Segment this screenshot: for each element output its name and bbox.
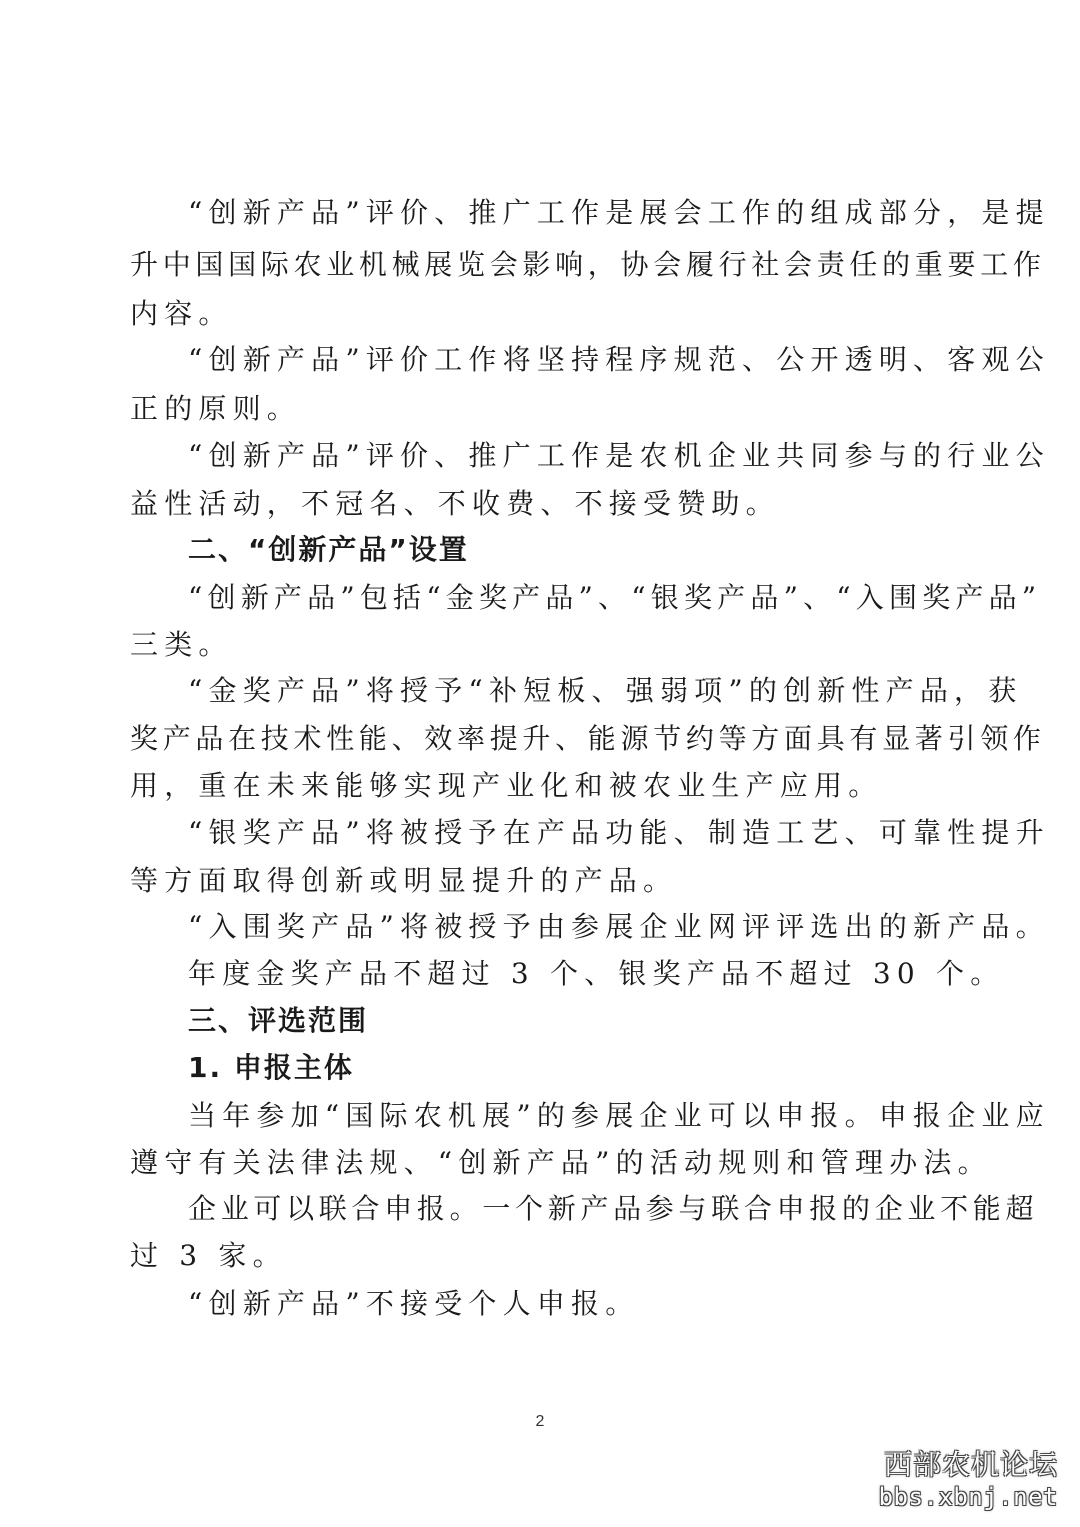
paragraph-line: 企业可以联合申报。一个新产品参与联合申报的企业不能超 [188,1192,1039,1225]
paragraph-line: 年度金奖产品不超过 3 个、银奖产品不超过 30 个。 [188,957,1005,990]
paragraph-line: 升中国国际农业机械展览会影响，协会履行社会责任的重要工作 [130,248,1046,281]
paragraph-line: 内容。 [130,297,233,330]
page-number: 2 [535,1413,545,1430]
paragraph-line: 正的原则。 [130,392,302,425]
paragraph-line: “创新产品”评价、推广工作是展会工作的组成部分，是提 [188,196,1050,229]
paragraph-line: 遵守有关法律法规、“创新产品”的活动规则和管理办法。 [130,1146,992,1179]
paragraph-line: 等方面取得创新或明显提升的产品。 [130,864,678,897]
paragraph-line: “入围奖产品”将被授予由参展企业网评评选出的新产品。 [188,910,1050,943]
paragraph-line: “创新产品”包括“金奖产品”、“银奖产品”、“入围奖产品” [188,581,1042,614]
paragraph-line: “银奖产品”将被授予在产品功能、制造工艺、可靠性提升 [188,816,1050,849]
paragraph-line: 过 3 家。 [130,1239,287,1272]
section-heading: 1. 申报主体 [188,1051,354,1084]
paragraph-line: “创新产品”不接受个人申报。 [188,1287,640,1320]
paragraph-line: 益性活动，不冠名、不收费、不接受赞助。 [130,487,780,520]
paragraph-line: 用，重在未来能够实现产业化和被农业生产应用。 [130,769,883,802]
paragraph-line: “创新产品”评价工作将坚持程序规范、公开透明、客观公 [188,343,1050,376]
paragraph-line: “金奖产品”将授予“补短板、强弱项”的创新性产品，获 [188,674,1023,707]
paragraph-line: “创新产品”评价、推广工作是农机企业共同参与的行业公 [188,439,1050,472]
paragraph-line: 当年参加“国际农机展”的参展企业可以申报。申报企业应 [188,1099,1050,1132]
section-heading: 三、评选范围 [188,1004,369,1037]
watermark-url: bbs.xbnj.net [878,1483,1058,1511]
paragraph-line: 三类。 [130,628,233,661]
section-heading: 二、“创新产品”设置 [188,533,469,566]
watermark-title: 西部农机论坛 [883,1448,1058,1481]
paragraph-line: 奖产品在技术性能、效率提升、能源节约等方面具有显著引领作 [130,722,1046,755]
